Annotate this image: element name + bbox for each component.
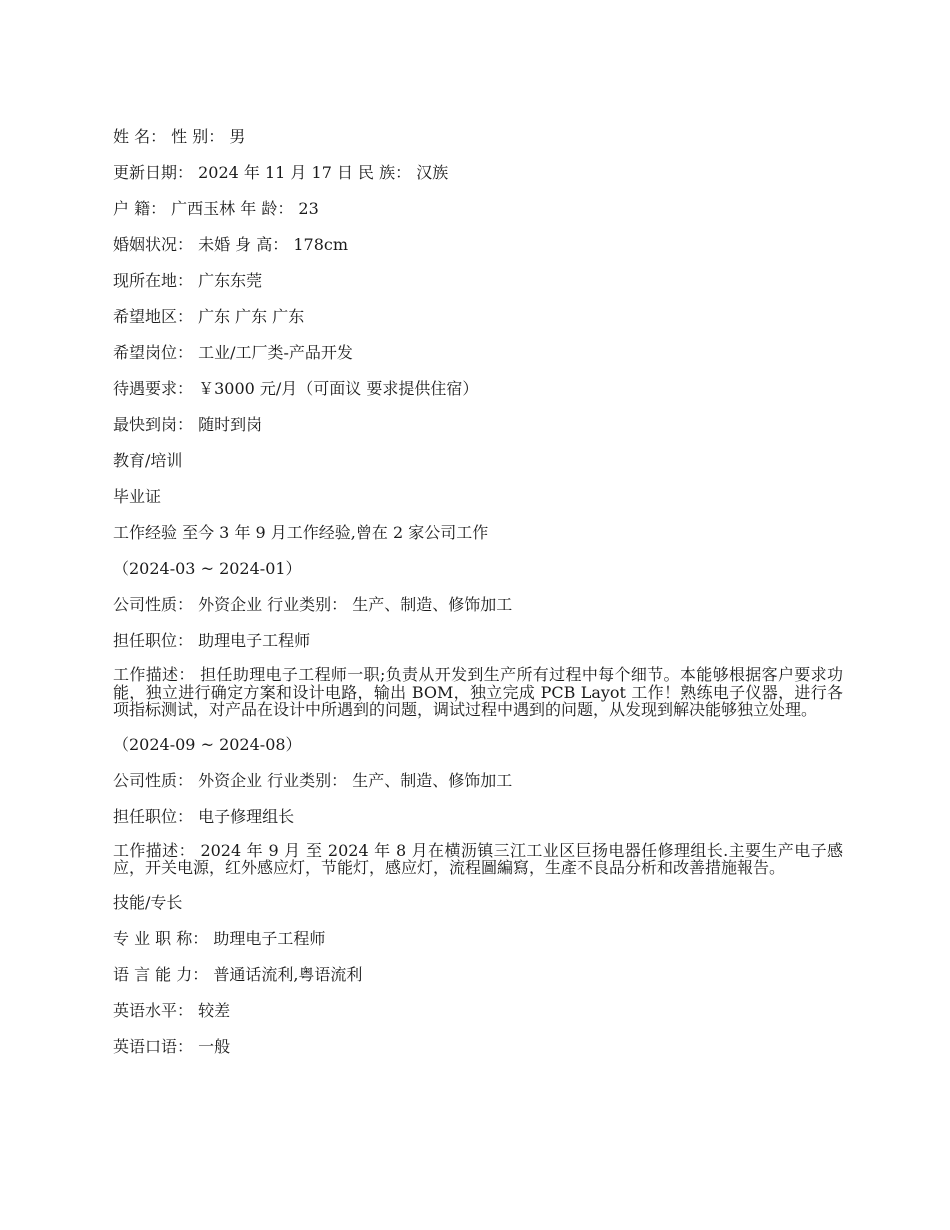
job2-position: 担任职位： 电子修理组长: [113, 806, 295, 826]
job2-period: （2024-09 ~ 2024-08）: [113, 734, 302, 754]
name-gender-line: 姓 名： 性 别： 男: [113, 127, 246, 146]
earliest-start-line: 最快到岗： 随时到岗: [113, 415, 263, 434]
job1-period: （2024-03 ~ 2024-01）: [113, 559, 302, 578]
current-location-line: 现所在地： 广东东莞: [113, 271, 263, 290]
certificate-line: 毕业证: [113, 487, 162, 506]
job1-position: 担任职位： 助理电子工程师: [113, 631, 311, 650]
salary-expectation-line: 待遇要求： ￥3000 元/月（可面议 要求提供住宿）: [113, 379, 479, 398]
professional-title-line: 专 业 职 称： 助理电子工程师: [113, 928, 326, 948]
education-heading: 教育/培训: [113, 451, 183, 470]
job1-description: 工作描述： 担任助理电子工程师一职;负责从开发到生产所有过程中每个细节。本能够根据客户要求功能，独立进行确定方案和设计电路，输出 BOM，独立完成 PCB Layot 工作！熟练电子仪器，进行各项指标测试，对产品在设计中所遇到的问题，调试过程中遇到的问题，从发现到解决能够独立处理。: [113, 665, 843, 719]
skills-heading: 技能/专长: [113, 892, 183, 912]
resume-document: [113, 126, 843, 1072]
job1-company-type: 公司性质： 外资企业 行业类别： 生产、制造、修饰加工: [113, 595, 513, 614]
desired-position-line: 希望岗位： 工业/工厂类-产品开发: [113, 343, 353, 362]
language-ability-line: 语 言 能 力： 普通话流利,粤语流利: [113, 964, 363, 984]
household-age-line: 户 籍： 广西玉林 年 龄： 23: [113, 199, 319, 218]
update-date-ethnicity-line: 更新日期： 2024 年 11 月 17 日 民 族： 汉族: [113, 163, 449, 182]
work-experience-summary: 工作经验 至今 3 年 9 月工作经验,曾在 2 家公司工作: [113, 523, 489, 542]
desired-region-line: 希望地区： 广东 广东 广东: [113, 307, 305, 326]
marital-height-line: 婚姻状况： 未婚 身 高： 178cm: [113, 235, 349, 254]
english-level-line: 英语水平： 较差: [113, 1000, 231, 1020]
spoken-english-line: 英语口语： 一般: [113, 1036, 231, 1056]
job2-company-type: 公司性质： 外资企业 行业类别： 生产、制造、修饰加工: [113, 770, 513, 790]
job2-description: 工作描述： 2024 年 9 月 至 2024 年 8 月在横沥镇三江工业区巨扬电器任修理组长.主要生产电子感应，开关电源，红外感应灯，节能灯，感应灯，流程圖編寫，生產不良品分析和改善措施報告。: [113, 840, 843, 877]
